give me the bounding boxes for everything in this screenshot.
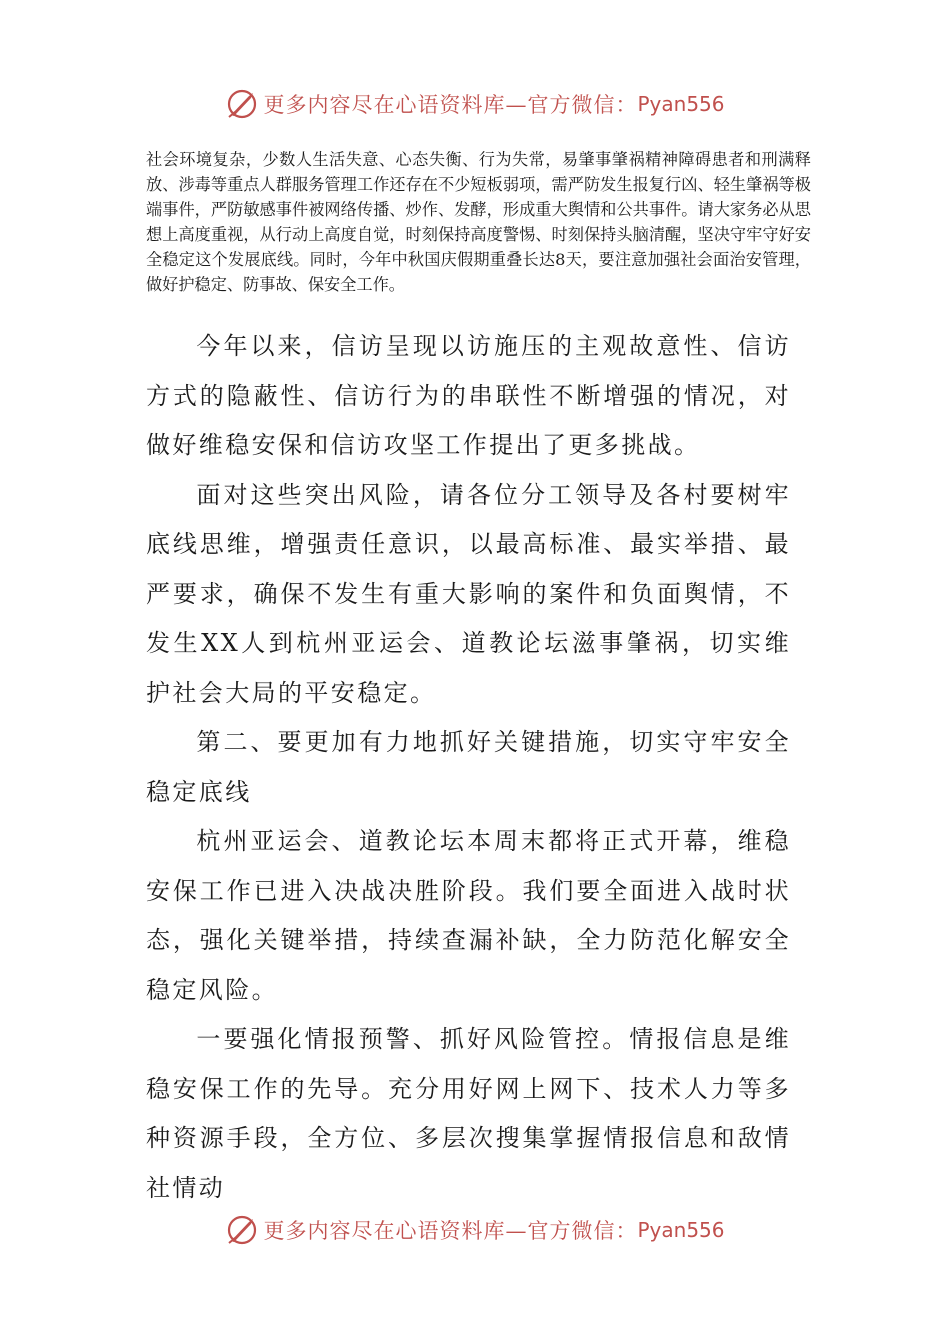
paragraph: 杭州亚运会、道教论坛本周末都将正式开幕，维稳安保工作已进入决战决胜阶段。我们要全面进入战时状态，强化关键举措，持续查漏补缺，全力防范化解安全稳定风险。	[146, 827, 791, 1004]
quill-logo-icon	[225, 1213, 259, 1247]
paragraph: 面对这些突出风险，请各位分工领导及各村要树牢底线思维，增强责任意识，以最高标准、最实举措、最严要求，确保不发生有重大影响的案件和负面舆情，不发生XX人到杭州亚运会、道教论坛滋事肇祸，切实维护社会大局的平安稳定。	[146, 480, 791, 707]
document-body	[146, 322, 791, 1213]
paragraph: 今年以来，信访呈现以访施压的主观故意性、信访方式的隐蔽性、信访行为的串联性不断增强的情况，对做好维稳安保和信访攻坚工作提出了更多挑战。	[146, 332, 791, 459]
paragraph: 一要强化情报预警、抓好风险管控。情报信息是维稳安保工作的先导。充分用好网上网下、技术人力等多种资源手段，全方位、多层次搜集掌握情报信息和敌情社情动	[146, 1025, 791, 1202]
quill-logo-icon	[225, 87, 259, 121]
banner-wechat-id: Pyan556	[637, 1218, 725, 1242]
header-watermark-banner	[0, 84, 950, 124]
small-text-block	[146, 147, 811, 297]
footer-watermark-banner	[0, 1210, 950, 1250]
banner-text: 更多内容尽在心语资料库—官方微信：	[263, 93, 638, 117]
banner-wechat-id: Pyan556	[637, 92, 725, 116]
paragraph-small: 社会环境复杂，少数人生活失意、心态失衡、行为失常，易肇事肇祸精神障碍患者和刑满释放、涉毒等重点人群服务管理工作还存在不少短板弱项，需严防发生报复行凶、轻生肇祸等极端事件，严防敏感事件被网络传播、炒作、发酵，形成重大舆情和公共事件。请大家务必从思想上高度重视，从行动上高度自觉，时刻保持高度警惕、时刻保持头脑清醒，坚决守牢守好安全稳定这个发展底线。同时，今年中秋国庆假期重叠长达8天，要注意加强社会面治安管理，做好护稳定、防事故、保安全工作。	[146, 150, 811, 294]
banner-text: 更多内容尽在心语资料库—官方微信：	[263, 1219, 638, 1243]
section-heading: 第二、要更加有力地抓好关键措施，切实守牢安全稳定底线	[146, 728, 791, 806]
